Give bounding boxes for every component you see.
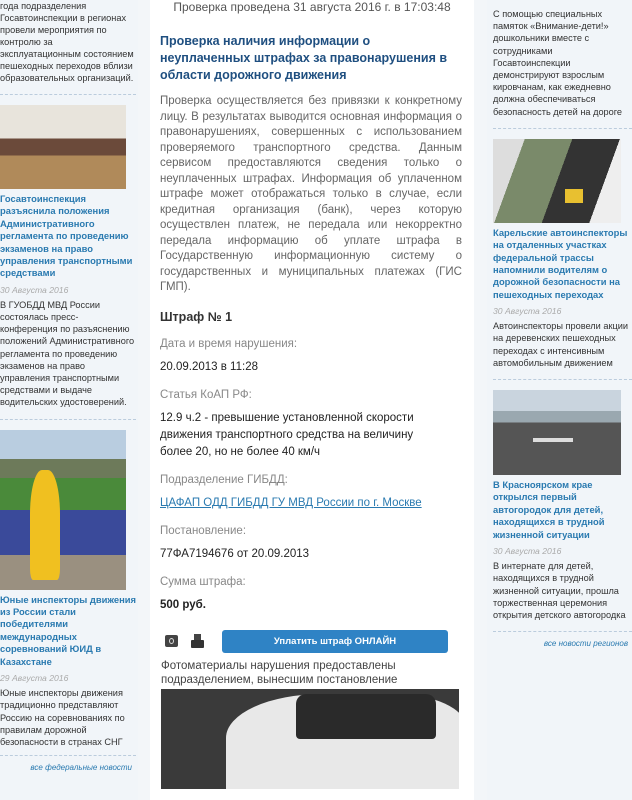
news-text: С помощью специальных памяток «Внимание-дети!» дошкольники вместе с сотрудниками Госавтоинспекции демонстрируют взрослым кировчанам, как ежедневно должна обеспечиваться безопасность детей на дороге [493,9,623,117]
divider [493,631,632,632]
divider [0,419,136,420]
news-text: В ГУОБДД МВД России состоялась пресс-конференция по разъяснению положений Административного регламента по проведению экзаменов на право управления транспортными средствами и выдаче водительских удостоверений. [0,299,135,408]
all-regional-news-link[interactable]: все новости регионов [543,639,628,649]
pay-fine-online-button[interactable]: Уплатить штраф ОНЛАЙН [222,630,448,653]
news-image-inspector-car[interactable] [493,139,621,223]
fine-check-results [150,0,474,800]
resolution-label: Постановление: [160,524,247,537]
fine-actions [160,630,464,653]
news-image-autotown[interactable] [493,390,621,475]
news-title-link[interactable]: Госавтоинспекция разъяснила положения Административного регламента по проведению экзаменов на право управления транспортными средствами [0,193,133,279]
news-date: 30 Августа 2016 [493,546,562,557]
news-title-link[interactable]: Юные инспекторы движения из России стали победителями международных соревнований ЮИД в Казахстане [0,593,137,667]
violation-date-value: 20.09.2013 в 11:28 [160,360,258,373]
divider [493,128,632,129]
news-text: года подразделения Госавтоинспекции в регионах провели мероприятия по контролю за эксплуатационным состоянием пешеходных переходов вблизи образовательных организаций. [0,1,134,83]
photo-note: Фотоматериалы нарушения предоставлены подразделением, вынесшим постановление [161,659,398,686]
amount-value: 500 руб. [160,598,206,611]
divider [0,755,136,756]
news-text: Автоинспекторы провели акции на деревенских пешеходных переходах с интенсивным автомобильным движением [493,321,628,368]
description: Проверка осуществляется без привязки к конкретному лицу. В результатах выводится основная информация о правонарушениях, совершенных с использованием проверяемого транспортного средства. Данным сервисом предоставляются сведения только о неуплаченных штрафах. Информация об уплаченном штрафе может отображаться только в случае, если кредитная организация (банк), через которую осуществлен платеж, не передала или некорректно передала информацию об уплате штрафа в Государственную информационную систему о государственных и муниципальных платежах (ГИС ГМП). [160,95,462,293]
regional-news-column [487,0,632,800]
violation-date-label: Дата и время нарушения: [160,337,298,350]
news-text: В интернате для детей, находящихся в трудной жизненной ситуации, прошла торжественная церемония открытия детского автогородка [493,561,626,620]
news-text: Юные инспекторы движения традиционно представляют Россию на соревнованиях по правилам дорожной безопасности в странах СНГ [0,688,125,747]
news-date: 30 Августа 2016 [0,284,69,295]
department-link[interactable]: ЦАФАП ОДД ГИБДД ГУ МВД России по г. Москве [160,496,422,509]
divider [493,379,632,380]
article-label: Статья КоАП РФ: [160,388,252,401]
camera-icon[interactable] [165,635,178,647]
news-date: 30 Августа 2016 [493,306,562,317]
federal-news-column [0,0,138,800]
news-image-competition[interactable] [0,430,126,590]
article-value: 12.9 ч.2 - превышение установленной скорости движения транспортного средства на величину более 20, но не более 40 км/ч [160,411,414,458]
amount-label: Сумма штрафа: [160,575,246,588]
news-date: 29 Августа 2016 [0,673,69,684]
department-label: Подразделение ГИБДД: [160,473,288,486]
news-title-link[interactable]: Карельские автоинспекторы на отдаленных участках федеральной трассы напомнили водителям о дорожной безопасности на пешеходных переходах [493,226,628,300]
resolution-value: 77ФА7194676 от 20.09.2013 [160,547,310,560]
divider [0,94,136,95]
violation-photo[interactable] [161,689,459,789]
printer-icon[interactable] [191,634,204,648]
check-time: Проверка проведена 31 августа 2016 г. в 17:03:48 [173,0,451,14]
all-federal-news-link[interactable]: все федеральные новости [30,763,132,773]
fine-heading: Штраф № 1 [160,309,233,324]
news-title-link[interactable]: В Красноярском крае открылся первый автогородок для детей, находящихся в трудной жизненной ситуации [493,479,605,540]
page-title: Проверка наличия информации о неуплаченных штрафах за правонарушения в области дорожного движения [160,34,448,82]
news-image-press-conference[interactable] [0,105,126,189]
